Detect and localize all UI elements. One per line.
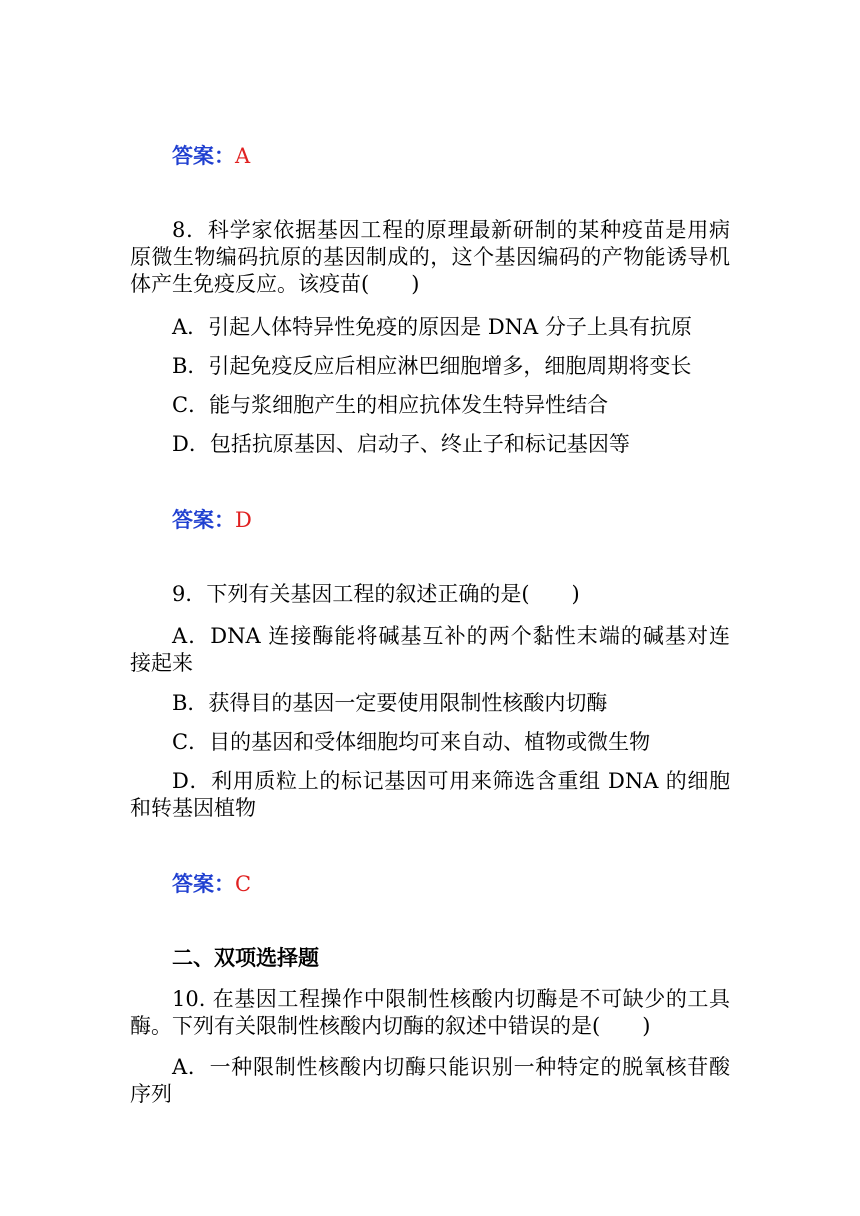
q8-option-c: C．能与浆细胞产生的相应抗体发生特异性结合 [172, 393, 609, 417]
q9-option-b: B．获得目的基因一定要使用限制性核酸内切酶 [172, 691, 608, 715]
q10-stem-line-1: 10. 在基因工程操作中限制性核酸内切酶是不可缺少的工具 [172, 987, 730, 1011]
q8-option-a: A．引起人体特异性免疫的原因是 DNA 分子上具有抗原 [172, 315, 692, 339]
q8-stem-line-2: 原微生物编码抗原的基因制成的，这个基因编码的产物能诱导机 [130, 245, 730, 269]
q9-option-d-line-2: 和转基因植物 [130, 796, 256, 820]
q9-option-a-line-1: A．DNA 连接酶能将碱基互补的两个黏性末端的碱基对连 [172, 624, 730, 648]
answer-value: C [235, 872, 252, 896]
answer-label: 答案： [172, 871, 235, 896]
q10-stem-line-2: 酶。下列有关限制性核酸内切酶的叙述中错误的是( ) [130, 1014, 651, 1038]
section-heading: 二、双项选择题 [172, 945, 319, 970]
q8-stem-line-1: 8．科学家依据基因工程的原理最新研制的某种疫苗是用病 [172, 218, 730, 242]
q8-stem-line-3: 体产生免疫反应。该疫苗( ) [130, 272, 420, 296]
answer-q9 [172, 870, 730, 898]
q9-option-a-line-2: 接起来 [130, 651, 193, 675]
answer-value: A [235, 144, 251, 168]
q9-option-d-line-1: D．利用质粒上的标记基因可用来筛选含重组 DNA 的细胞 [172, 769, 730, 793]
q8-option-d: D．包括抗原基因、启动子、终止子和标记基因等 [172, 432, 630, 456]
answer-value: D [235, 508, 252, 532]
answer-q8 [172, 506, 730, 534]
q10-option-a-line-2: 序列 [130, 1082, 172, 1106]
answer-label: 答案： [172, 507, 235, 532]
answer-q7 [172, 142, 730, 170]
q10-option-a-line-1: A．一种限制性核酸内切酶只能识别一种特定的脱氧核苷酸 [172, 1055, 730, 1079]
q9-stem: 9．下列有关基因工程的叙述正确的是( ) [172, 582, 580, 606]
q9-option-c: C．目的基因和受体细胞均可来自动、植物或微生物 [172, 730, 651, 754]
answer-label: 答案： [172, 143, 235, 168]
q8-option-b: B．引起免疫反应后相应淋巴细胞增多，细胞周期将变长 [172, 354, 692, 378]
